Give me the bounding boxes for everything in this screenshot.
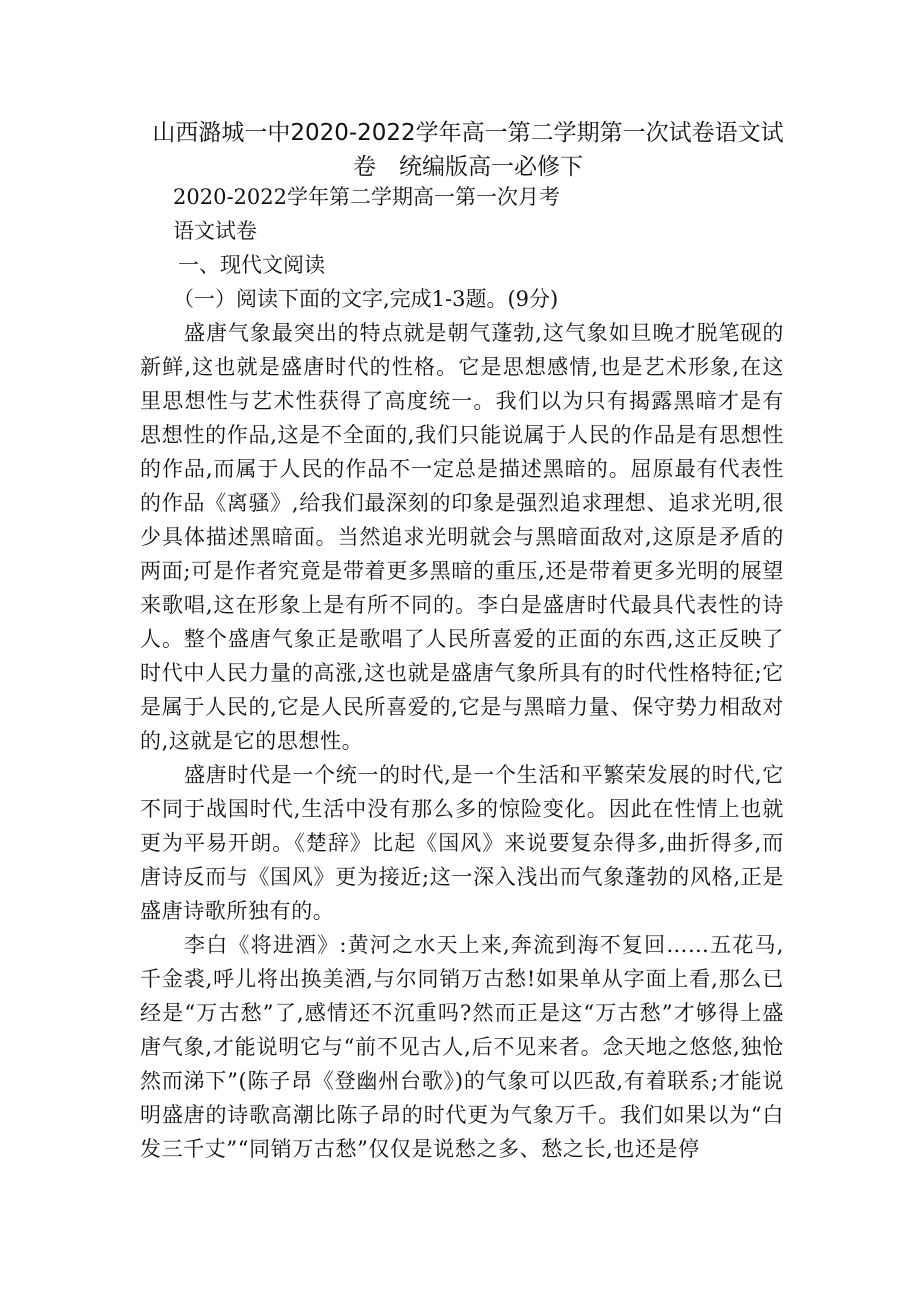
exam-heading: 2020-2022学年第二学期高一第一次月考 [173, 185, 560, 209]
paragraph-2: 盛唐时代是一个统一的时代,是一个生活和平繁荣发展的时代,它不同于战国时代,生活中没有那么多的惊险变化。因此在性情上也就更为平易开朗。《楚辞》比起《国风》来说要复杂得多,曲折得多,而唐诗反而与《国风》更为接近;这一深入浅出而气象蓬勃的风格,正是盛唐诗歌所独有的。 [140, 763, 784, 923]
question-instruction: （一）阅读下面的文字,完成1-3题。(9分) [173, 287, 559, 311]
subject-label: 语文试卷 [173, 219, 257, 243]
document-body [140, 180, 784, 1166]
section-heading: 一、现代文阅读 [178, 253, 325, 277]
paragraph-1: 盛唐气象最突出的特点就是朝气蓬勃,这气象如旦晚才脱笔砚的新鲜,这也就是盛唐时代的性格。它是思想感情,也是艺术形象,在这里思想性与艺术性获得了高度统一。我们以为只有揭露黑暗才是有思想性的作品,这是不全面的,我们只能说属于人民的作品是有思想性的作品,而属于人民的作品不一定总是描述黑暗的。屈原最有代表性的作品《离骚》,给我们最深刻的印象是强烈追求理想、追求光明,很少具体描述黑暗面。当然追求光明就会与黑暗面敌对,这原是矛盾的两面;可是作者究竟是带着更多黑暗的重压,还是带着更多光明的展望来歌唱,这在形象上是有所不同的。李白是盛唐时代最具代表性的诗人。整个盛唐气象正是歌唱了人民所喜爱的正面的东西,这正反映了时代中人民力量的高涨,这也就是盛唐气象所具有的时代性格特征;它是属于人民的,它是人民所喜爱的,它是与黑暗力量、保守势力相敌对的,这就是它的思想性。 [140, 321, 784, 753]
document-title: 山西潞城一中2020-2022学年高一第二学期第一次试卷语文试卷 统编版高一必修下 [152, 120, 784, 180]
paragraph-3: 李白《将进酒》:黄河之水天上来,奔流到海不复回……五花马,千金裘,呼儿将出换美酒,与尔同销万古愁!如果单从字面上看,那么已经是“万古愁”了,感情还不沉重吗?然而正是这“万古愁”才够得上盛唐气象,才能说明它与“前不见古人,后不见来者。念天地之悠悠,独怆然而涕下”(陈子昂《登幽州台歌》)的气象可以匹敌,有着联系;才能说明盛唐的诗歌高潮比陈子昂的时代更为气象万千。我们如果以为“白发三千丈”“同销万古愁”仅仅是说愁之多、愁之长,也还是停 [140, 933, 784, 1161]
